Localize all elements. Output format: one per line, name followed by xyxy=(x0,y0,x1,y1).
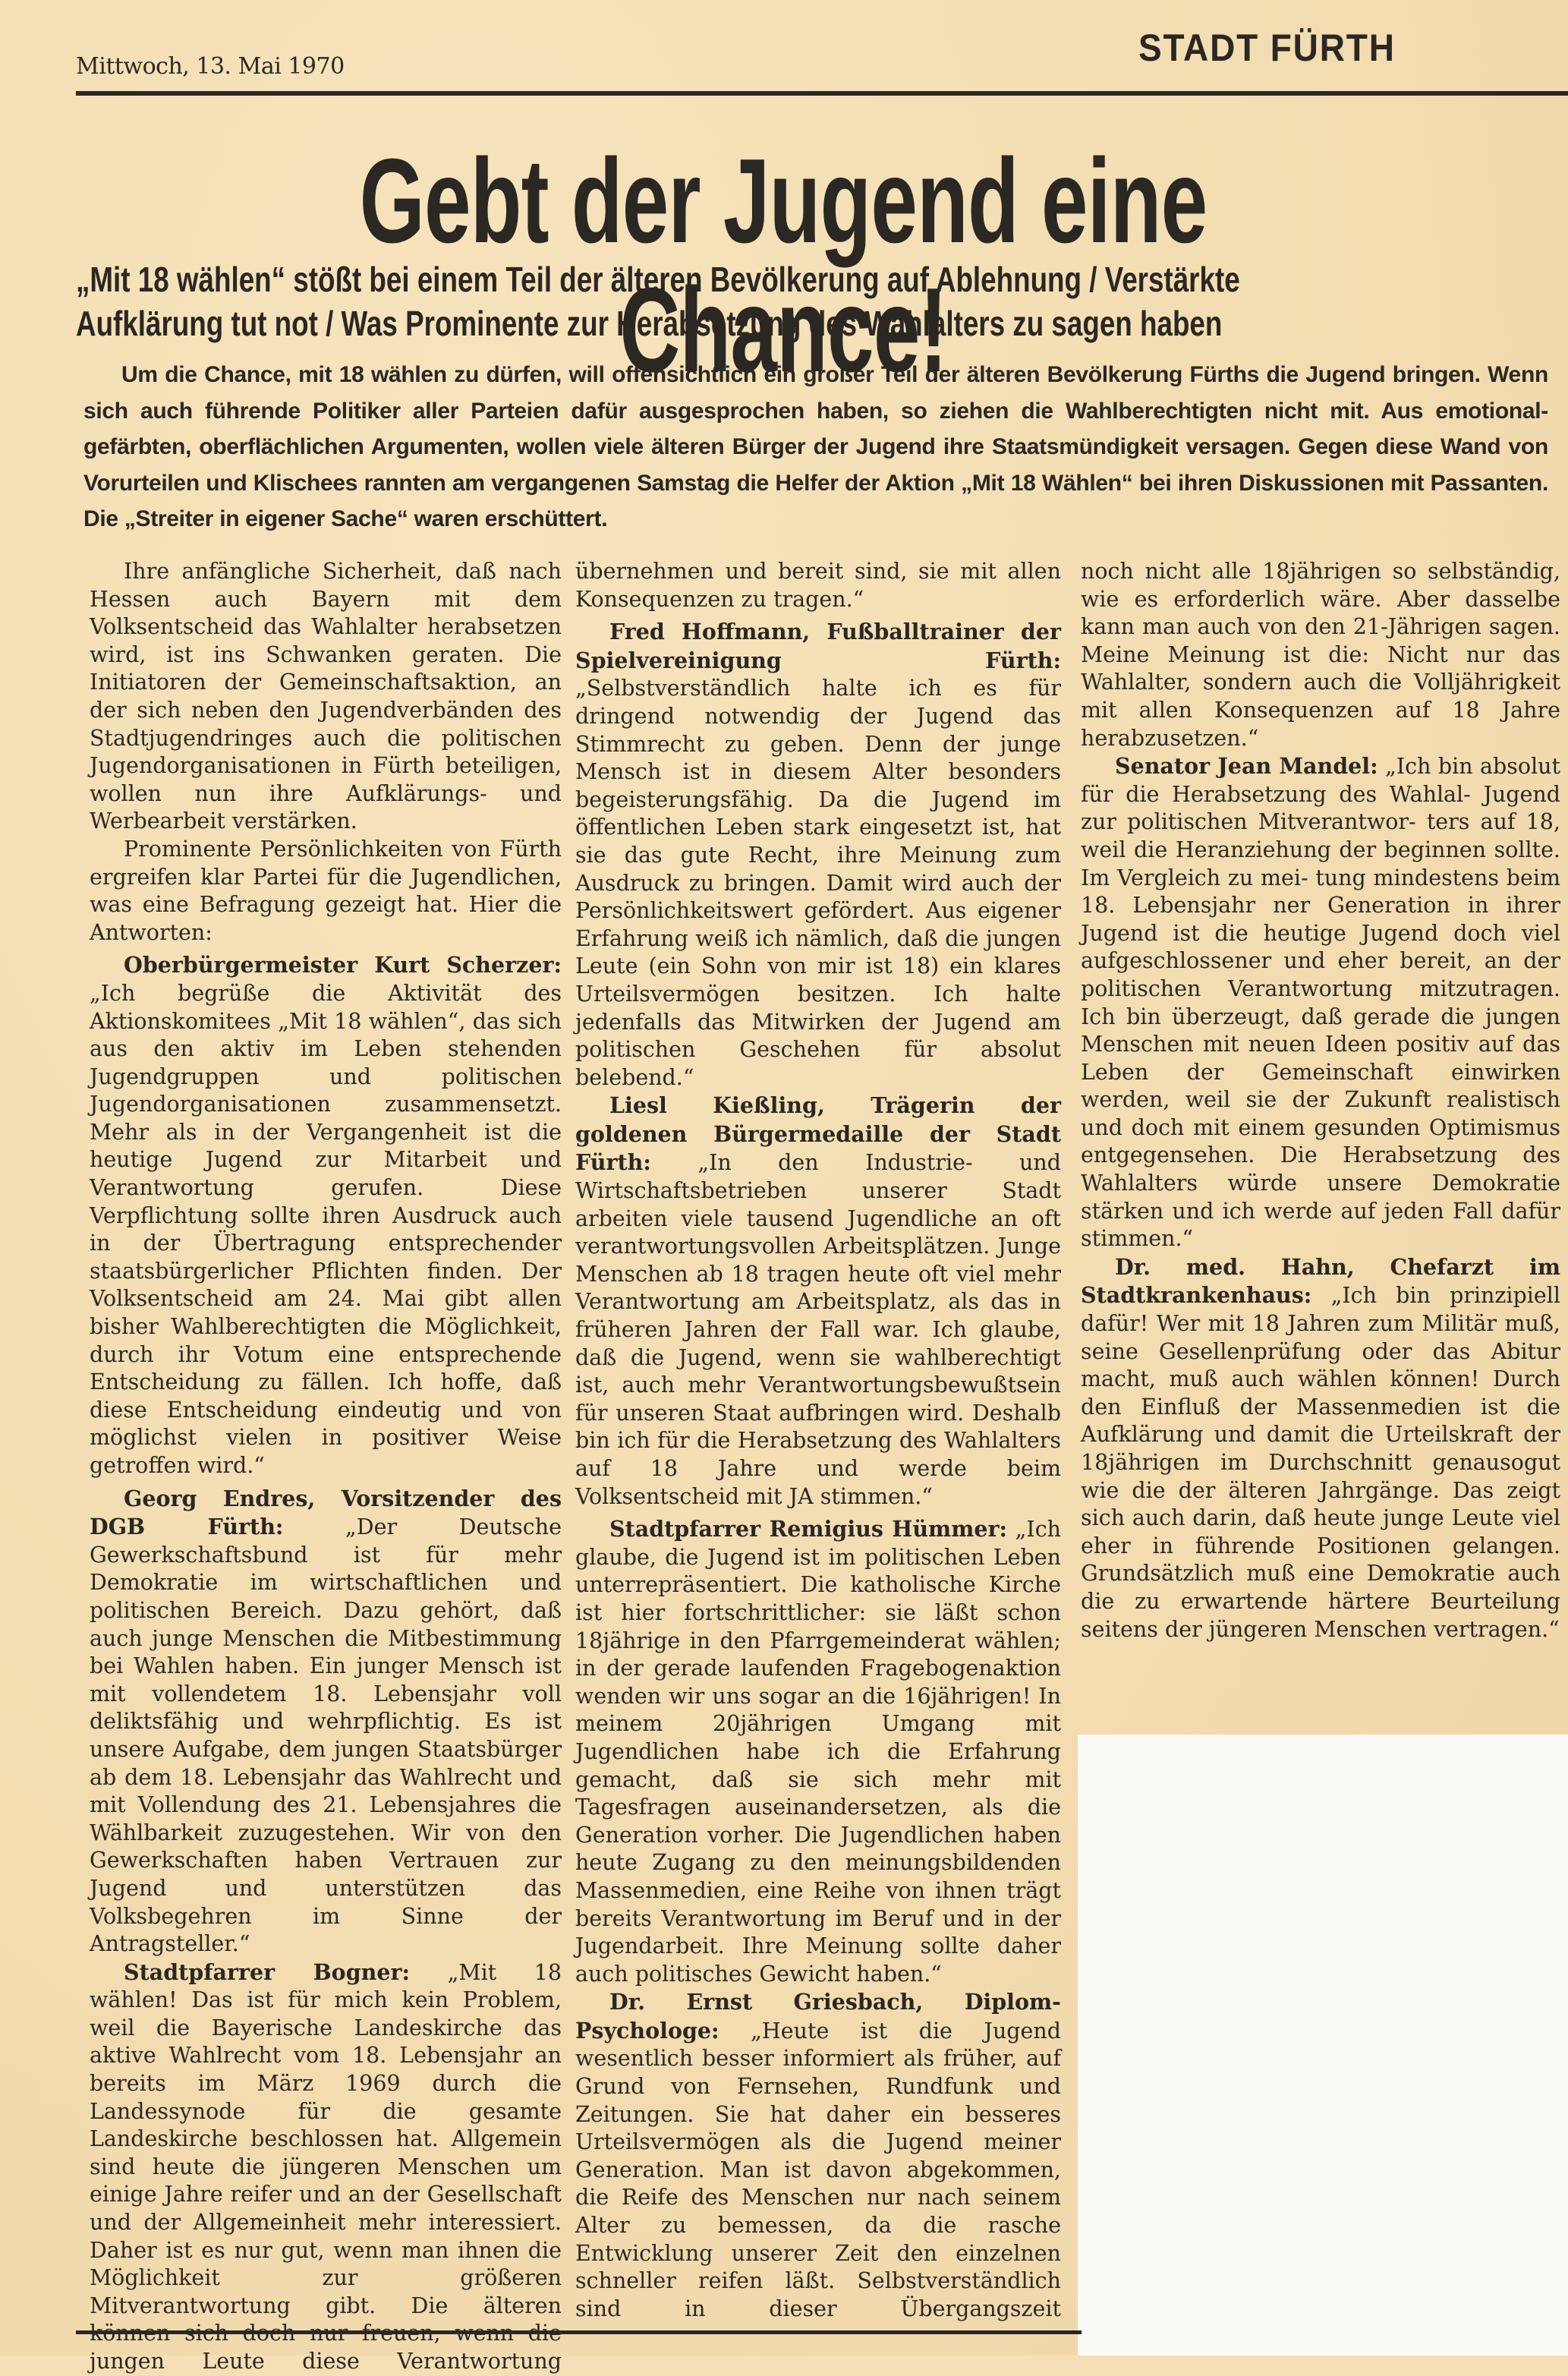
quote-text: „Heute ist die Jugend wesentlich besser informiert als früher, auf Grund von Fernsehen, Rundfunk und Zeitungen. Sie hat daher ein besseres Urteilsvermögen als die Jugend meiner Generation. Man ist davon abgekommen, die Reife des Menschen nur nach seinem Alter zu bemessen, da die rasche Entwicklung unserer Zeit den einzelnen schneller reifen läßt. Selbstverständlich sind in dieser Übergangszeit xyxy=(575,2018,1062,2321)
quote-text: „Ich bin absolut für die Herabsetzung des Wahlal- Jugend zur politischen Mitverantwor- ters auf 18, weil die Heranziehung der beginnen sollte. Im Vergleich zu mei- tung mindestens beim 18. Lebensjahr ner Generation in ihrer Jugend ist die heutige Jugend doch viel aufgeschlossener und eher bereit, an der politischen Verantwortung mitzutragen. Ich bin überzeugt, daß gerade die jungen Menschen mit neuen Ideen positiv auf das Leben der Gemeinschaft einwirken werden, weil sie der Zukunft realistisch und doch mit einem gesunden Optimismus entgegensehen. Die Herabsetzung des Wahlalters würde unsere Demokratie stärken und ich werde auf jeden Fall dafür stimmen.“ xyxy=(1081,754,1560,1252)
speaker-name: Senator Jean Mandel: xyxy=(1115,753,1378,780)
quote-text: „Selbstverständlich halte ich es für dringend notwendig der Jugend das Stimmrecht zu geben. Denn der junge Mensch ist in diesem Alter besonders begeisterungsfähig. Da die Jugend im öffentlichen Leben stark eingesetzt ist, hat sie das gute Recht, ihre Meinung zum Ausdruck zu bringen. Damit wird auch der Persönlichkeitswert gefördert. Aus eigener Erfahrung weiß ich nämlich, daß die jungen Leute (ein Sohn von mir ist 18) ein klares Urteilsvermögen besitzen. Ich halte jedenfalls das Mitwirken der Jugend am politischen Geschehen für absolut belebend.“ xyxy=(575,676,1061,1090)
subheadline-text: „Mit 18 wählen“ stößt bei einem Teil der älteren Bevölkerung auf Ablehnung / Verstärkte xyxy=(76,260,1240,299)
quote-paragraph xyxy=(575,1515,1061,1988)
speaker-name: Fred Hoffmann, Fußballtrainer der Spielvereinigung Fürth: xyxy=(575,619,1061,673)
speaker-name: Dr. med. Hahn, Chefarzt im Stadtkrankenhaus: xyxy=(1081,1253,1560,1309)
quote-paragraph xyxy=(575,618,1061,1092)
column-3 xyxy=(1081,558,1560,1727)
speaker-name: Dr. Ernst Griesbach, Diplom-Psychologe: xyxy=(575,1989,1061,2044)
quote-text: „Ich begrüße die Aktivität des Aktionskomitees „Mit 18 wählen“, das sich aus den aktiv im Leben stehenden Jugendgruppen und politischen Jugendorganisationen zusammensetzt. Mehr als in der Vergangenheit ist die heutige Jugend zur Mitarbeit und Verantwortung gerufen. Diese Verpflichtung sollte ihren Ausdruck auch in der Übertragung entsprechender staatsbürgerlicher Pflichten finden. Der Volksentscheid am 24. Mai gibt allen bisher Wahlberechtigten die Möglichkeit, durch ihr Votum eine entsprechende Entscheidung zu fällen. Ich hoffe, daß diese Entscheidung eindeutig und von möglichst vielen in positiver Weise getroffen wird.“ xyxy=(90,980,562,1478)
headline: Gebt der Jugend eine Chance! xyxy=(359,134,1207,397)
quote-paragraph xyxy=(575,1092,1061,1511)
speaker-name: Oberbürgermeister Kurt Scherzer: xyxy=(124,952,562,978)
paragraph-continued: übernehmen und bereit sind, sie mit allen Konsequenzen zu tragen.“ xyxy=(575,559,1061,612)
quote-text: „Ich bin prinzipiell dafür! Wer mit 18 Jahren zum Militär muß, seine Gesellenprüfung oder das Abitur macht, muß auch wählen können! Durch den Einfluß der Massenmedien ist die Aufklärung und damit die Urteilskraft der 18jährigen im Durchschnitt genausogut wie die der älteren Jahrgänge. Das zeigt sich auch darin, daß heute junge Leute viel eher in führende Positionen gelangen. Grundsätzlich muß eine Demokratie auch die zu erwartende härtere Beurteilung seitens der jüngeren Menschen vertragen.“ xyxy=(1081,1283,1560,1642)
subheadline-line-2 xyxy=(76,302,1548,345)
quote-paragraph xyxy=(90,951,562,1479)
quote-text: „Der Deutsche Gewerkschaftsbund ist für mehr Demokratie im wirtschaftlichen und politischen Bereich. Dazu gehört, daß auch junge Menschen die Mitbestimmung bei Wahlen haben. Ein junger Mensch ist mit vollendetem 18. Lebensjahr voll deliktsfähig und wehrpflichtig. Es ist unsere Aufgabe, dem jungen Staatsbürger ab dem 18. Lebensjahr das Wahlrecht und mit Vollendung des 21. Lebensjahres die Wählbarkeit zuzugestehen. Wir von den Gewerkschaften haben Vertrauen zur Jugend und unterstützen das Volksbegehren im Sinne der Antragsteller.“ xyxy=(90,1514,562,1957)
quote-text: „Ich glaube, die Jugend ist im politischen Leben unterrepräsentiert. Die katholische Kirche ist hier fortschrittlicher: sie läßt schon 18jährige in den Pfarrgemeinderat wählen; in der gerade laufenden Fragebogenaktion wenden wir uns sogar an die 16jährigen! In meinem 20jährigen Umgang mit Jugendlichen habe ich die Erfahrung gemacht, daß sie sich mehr mit Tagesfragen auseinandersetzen, als die Generation vorher. Die Jugendlichen haben heute Zugang zu den meinungsbildenden Massenmedien, eine Reihe von ihnen trägt bereits Verantwortung im Beruf und in der Jugendarbeit. Ihre Meinung sollte daher auch politisches Gewicht haben.“ xyxy=(575,1517,1062,1987)
column-2 xyxy=(575,558,1061,2327)
quote-paragraph xyxy=(1081,1253,1560,1643)
lead-paragraph: Um die Chance, mit 18 wählen zu dürfen, will offensichtlich ein großer Teil der älteren Bevölkerung Fürths die Jugend bringen. Wenn sich auch führende Politiker aller Parteien dafür ausgesprochen haben, so ziehen die Wahlberechtigten nicht mit. Aus emotional-gefärbten, oberflächlichen Argumenten, wollen viele älteren Bürger der Jugend ihre Staatsmündigkeit versagen. Gegen diese Wand von Vorurteilen und Klischees rannten am vergangenen Samstag die Helfer der Aktion „Mit 18 Wählen“ bei ihren Diskussionen mit Passanten. Die „Streiter in eigener Sache“ waren erschüttert. xyxy=(83,362,1548,531)
paragraph: Ihre anfängliche Sicherheit, daß nach Hessen auch Bayern mit dem Volksentscheid das Wahlalter herabsetzen wird, ist ins Schwanken geraten. Die Initiatoren der Gemeinschaftsaktion, an der sich neben den Jugendverbänden des Stadtjugendringes auch die politischen Jugendorganisationen in Fürth beteiligen, wollen nun ihre Aufklärungs- und Werbearbeit verstärken. xyxy=(90,559,562,834)
quote-paragraph xyxy=(575,1988,1061,2323)
header-rule xyxy=(76,91,1568,96)
quote-text: „Mit 18 wählen! Das ist für mich kein Problem, weil die Bayerische Landeskirche das aktive Wahlrecht vom 18. Lebensjahr an bereits im März 1969 durch die Landessynode für die gesamte Landeskirche beschlossen hat. Allgemein sind heute die jüngeren Menschen um einige Jahre reifer und an der Gesellschaft und der Allgemeinheit mehr interessiert. Daher ist es nur gut, wenn man ihnen die Möglichkeit zur größeren Mitverantwortung gibt. Die älteren jungen Leute diese Verantwortung xyxy=(90,1959,562,2374)
issue-date: Mittwoch, 13. Mai 1970 xyxy=(76,53,345,80)
column-1 xyxy=(90,558,562,2374)
paragraph: Prominente Persönlichkeiten von Fürth ergreifen klar Partei für die Jugendlichen, was eine Befragung gezeigt hat. Hier die Antworten: xyxy=(90,836,562,945)
paragraph-continued: noch nicht alle 18jährigen so selbständig, wie es erforderlich wäre. Aber dasselbe kann man auch von den 21-Jährigen sagen. Meine Meinung ist die: Nicht nur das Wahlalter, sondern auch die Volljährigkeit mit allen Konsequenzen auf 18 Jahre herabzusetzen.“ xyxy=(1081,559,1560,751)
quote-paragraph xyxy=(90,1485,562,1958)
quote-paragraph xyxy=(1081,752,1560,1253)
scan-background-blank xyxy=(1078,1735,1568,2356)
quote-text: „In den Industrie- und Wirtschaftsbetrieben unserer Stadt arbeiten viele tausend Jugendliche an oft verantwortungsvollen Arbeitsplätzen. Junge Menschen ab 18 tragen heute oft viel mehr Verantwortung am Arbeitsplatz, als das in früheren Jahren der Fall war. Ich glaube, daß die Jugend, wenn sie wahlberechtigt ist, auch mehr Verantwortungsbewußtsein für unseren Staat aufbringen wird. Deshalb bin ich für die Herabsetzung des Wahlalters auf 18 Jahre und werde beim Volksentscheid mit JA stimmen.“ xyxy=(575,1150,1061,1509)
footer-rule xyxy=(76,2330,1082,2334)
quote-paragraph xyxy=(90,1958,562,2376)
subheadline-line-1 xyxy=(76,258,1548,301)
speaker-name: Liesl Kießling, Trägerin der goldenen Bürgermedaille der Stadt Fürth: xyxy=(575,1092,1061,1176)
speaker-name: Stadtpfarrer Remigius Hümmer: xyxy=(609,1516,1008,1543)
subheadline-text: Aufklärung tut not / Was Prominente zur Herabsetzung des Wahlalters zu sagen haben xyxy=(76,304,1223,343)
speaker-name: Stadtpfarrer Bogner: xyxy=(124,1958,411,1985)
speaker-name: Georg Endres, Vorsitzender des DGB Fürth: xyxy=(90,1485,562,1540)
section-title: STADT FÜRTH xyxy=(1138,27,1396,69)
